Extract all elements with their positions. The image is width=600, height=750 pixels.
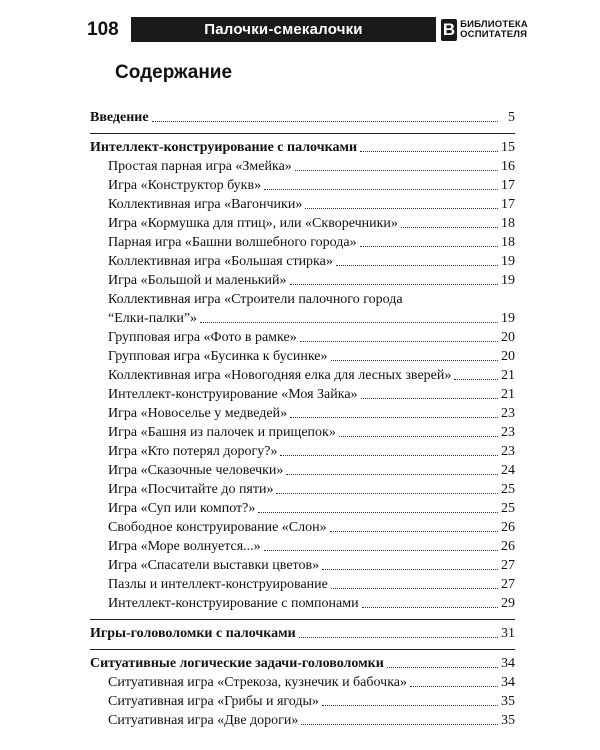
section-divider <box>90 133 515 134</box>
running-header <box>81 15 528 45</box>
toc-entry[interactable] <box>90 328 515 347</box>
dot-leader <box>290 416 498 418</box>
toc-entry-page: 31 <box>501 626 515 641</box>
toc-entry-page: 34 <box>501 675 515 690</box>
toc-entry-label: Игра «Суп или компот?» <box>108 501 256 516</box>
running-title: Палочки-смекалочки <box>131 17 436 42</box>
toc-entry-page: 20 <box>501 330 515 345</box>
toc-entry[interactable] <box>90 692 515 711</box>
toc-entry-label: Игра «Спасатели выставки цветов» <box>108 558 320 573</box>
dot-leader <box>152 120 498 122</box>
toc-entry-label: Ситуативная игра «Стрекоза, кузнечик и бабочка» <box>108 675 407 690</box>
toc-entry-page: 34 <box>501 656 515 671</box>
dot-leader <box>290 283 498 285</box>
toc-entry-label: Парная игра «Башни волшебного города» <box>108 235 357 250</box>
dot-leader <box>360 245 498 247</box>
toc-entry[interactable] <box>90 271 515 290</box>
toc-entry-label: Коллективная игра «Вагончики» <box>108 197 303 212</box>
toc-entry-page: 27 <box>501 577 515 592</box>
dot-leader <box>300 340 498 342</box>
dot-leader <box>331 359 499 361</box>
toc-entry-label: Игра «Посчитайте до пяти» <box>108 482 274 497</box>
toc-entry[interactable] <box>90 214 515 233</box>
toc-entry-label: Игра «Кто потерял дорогу?» <box>108 444 278 459</box>
dot-leader <box>339 435 498 437</box>
toc-section-entry[interactable] <box>90 138 515 157</box>
dot-leader <box>322 704 498 706</box>
toc-entry-label: Игра «Сказочные человечки» <box>108 463 284 478</box>
toc-entry[interactable] <box>90 347 515 366</box>
toc-entry-label: Игра «Башня из палочек и прищепок» <box>108 425 336 440</box>
toc-entry-page: 26 <box>501 520 515 535</box>
page-title: Содержание <box>115 62 233 83</box>
dot-leader <box>301 723 498 725</box>
table-of-contents <box>90 108 515 730</box>
dot-leader <box>280 454 498 456</box>
toc-entry-page: 18 <box>501 235 515 250</box>
toc-entry-page: 25 <box>501 482 515 497</box>
toc-entry-label: Простая парная игра «Змейка» <box>108 159 292 174</box>
dot-leader <box>276 492 498 494</box>
toc-entry-label: Коллективная игра «Большая стирка» <box>108 254 333 269</box>
logo-mark-icon: В <box>442 19 456 39</box>
toc-entry-page: 23 <box>501 406 515 421</box>
toc-entry[interactable] <box>90 556 515 575</box>
toc-entry-page: 23 <box>501 425 515 440</box>
dot-leader <box>336 264 498 266</box>
dot-leader <box>264 188 498 190</box>
toc-entry-page: 29 <box>501 596 515 611</box>
dot-leader <box>401 226 498 228</box>
toc-entry-label: Свободное конструирование «Слон» <box>108 520 327 535</box>
toc-entry-label: Интеллект-конструирование «Моя Зайка» <box>108 387 358 402</box>
dot-leader <box>410 685 498 687</box>
toc-entry-label: Ситуативная игра «Две дороги» <box>108 713 299 728</box>
dot-leader <box>200 321 498 323</box>
toc-entry-label: Коллективная игра «Новогодняя елка для лесных зверей» <box>108 368 452 383</box>
toc-entry-page: 23 <box>501 444 515 459</box>
toc-entry-label: Интеллект-конструирование с помпонами <box>108 596 359 611</box>
toc-entry[interactable] <box>90 594 515 613</box>
toc-entry[interactable] <box>90 404 515 423</box>
dot-leader <box>305 207 498 209</box>
logo-line-1: БИБЛИОТЕКА <box>460 18 528 30</box>
toc-section-entry[interactable] <box>90 624 515 643</box>
toc-entry-page: 25 <box>501 501 515 516</box>
toc-entry[interactable] <box>90 309 515 328</box>
toc-entry[interactable] <box>90 385 515 404</box>
dot-leader <box>299 636 498 638</box>
dot-leader <box>406 302 498 303</box>
toc-entry-page: 15 <box>501 140 515 155</box>
toc-entry-page: 16 <box>501 159 515 174</box>
toc-entry-label: Интеллект-конструирование с палочками <box>90 140 358 155</box>
toc-entry-label: Ситуативная игра «Грибы и ягоды» <box>108 694 319 709</box>
toc-entry[interactable] <box>90 711 515 730</box>
series-logo <box>441 17 528 42</box>
logo-text <box>460 20 528 40</box>
dot-leader <box>286 473 498 475</box>
logo-line-2: ОСПИТАТЕЛЯ <box>460 28 528 40</box>
section-divider <box>90 619 515 620</box>
dot-leader <box>264 549 498 551</box>
toc-entry[interactable] <box>90 366 515 385</box>
toc-entry[interactable] <box>90 499 515 518</box>
toc-section-entry[interactable] <box>90 108 515 127</box>
toc-section-entry[interactable] <box>90 654 515 673</box>
toc-entry-page: 21 <box>501 387 515 402</box>
toc-entry-page: 17 <box>501 197 515 212</box>
toc-entry[interactable] <box>90 673 515 692</box>
toc-entry-page: 24 <box>501 463 515 478</box>
toc-entry-page: 26 <box>501 539 515 554</box>
toc-entry[interactable] <box>90 480 515 499</box>
toc-entry-label: Групповая игра «Бусинка к бусинке» <box>108 349 328 364</box>
toc-entry[interactable] <box>90 252 515 271</box>
toc-entry-label: Игра «Кормушка для птиц», или «Скворечники» <box>108 216 398 231</box>
toc-entry-label: Введение <box>90 110 149 125</box>
toc-entry-label: Пазлы и интеллект-конструирование <box>108 577 328 592</box>
toc-entry-label: Ситуативные логические задачи-головоломки <box>90 656 384 671</box>
dot-leader <box>362 606 498 608</box>
toc-entry[interactable] <box>90 233 515 252</box>
dot-leader <box>360 150 498 152</box>
toc-entry-page: 19 <box>501 273 515 288</box>
toc-entry-label: Игра «Большой и маленький» <box>108 273 287 288</box>
toc-entry-label: Коллективная игра «Строители палочного города <box>108 292 403 307</box>
dot-leader <box>454 378 498 380</box>
section-divider <box>90 649 515 650</box>
toc-entry-page: 19 <box>501 311 515 326</box>
toc-entry[interactable] <box>90 423 515 442</box>
dot-leader <box>331 587 498 589</box>
toc-entry-label: Игра «Море волнуется...» <box>108 539 261 554</box>
toc-entry-page: 19 <box>501 254 515 269</box>
dot-leader <box>387 666 498 668</box>
toc-entry[interactable] <box>90 195 515 214</box>
toc-entry[interactable] <box>90 461 515 480</box>
toc-entry[interactable] <box>90 442 515 461</box>
toc-entry-page: 35 <box>501 694 515 709</box>
toc-entry-label: Игра «Конструктор букв» <box>108 178 262 193</box>
dot-leader <box>295 169 498 171</box>
toc-entry[interactable] <box>90 157 515 176</box>
toc-entry[interactable] <box>90 537 515 556</box>
toc-entry-label: Игра «Новоселье у медведей» <box>108 406 288 421</box>
dot-leader <box>330 530 498 532</box>
toc-entry-label: Игры-головоломки с палочками <box>90 626 296 641</box>
toc-entry-label: Групповая игра «Фото в рамке» <box>108 330 297 345</box>
toc-entry-page: 35 <box>501 713 515 728</box>
dot-leader <box>322 568 498 570</box>
toc-entry-page: 27 <box>501 558 515 573</box>
toc-entry-page: 18 <box>501 216 515 231</box>
toc-entry[interactable] <box>90 290 515 309</box>
toc-entry[interactable] <box>90 575 515 594</box>
toc-entry[interactable] <box>90 518 515 537</box>
toc-entry-page: 17 <box>501 178 515 193</box>
dot-leader <box>258 511 498 513</box>
toc-entry-page: 20 <box>501 349 515 364</box>
page-number: 108 <box>81 15 131 45</box>
toc-entry-page: 5 <box>508 110 515 125</box>
toc-entry-page: 21 <box>501 368 515 383</box>
dot-leader <box>361 397 498 399</box>
toc-entry-label: “Елки-палки”» <box>108 311 198 326</box>
toc-entry[interactable] <box>90 176 515 195</box>
